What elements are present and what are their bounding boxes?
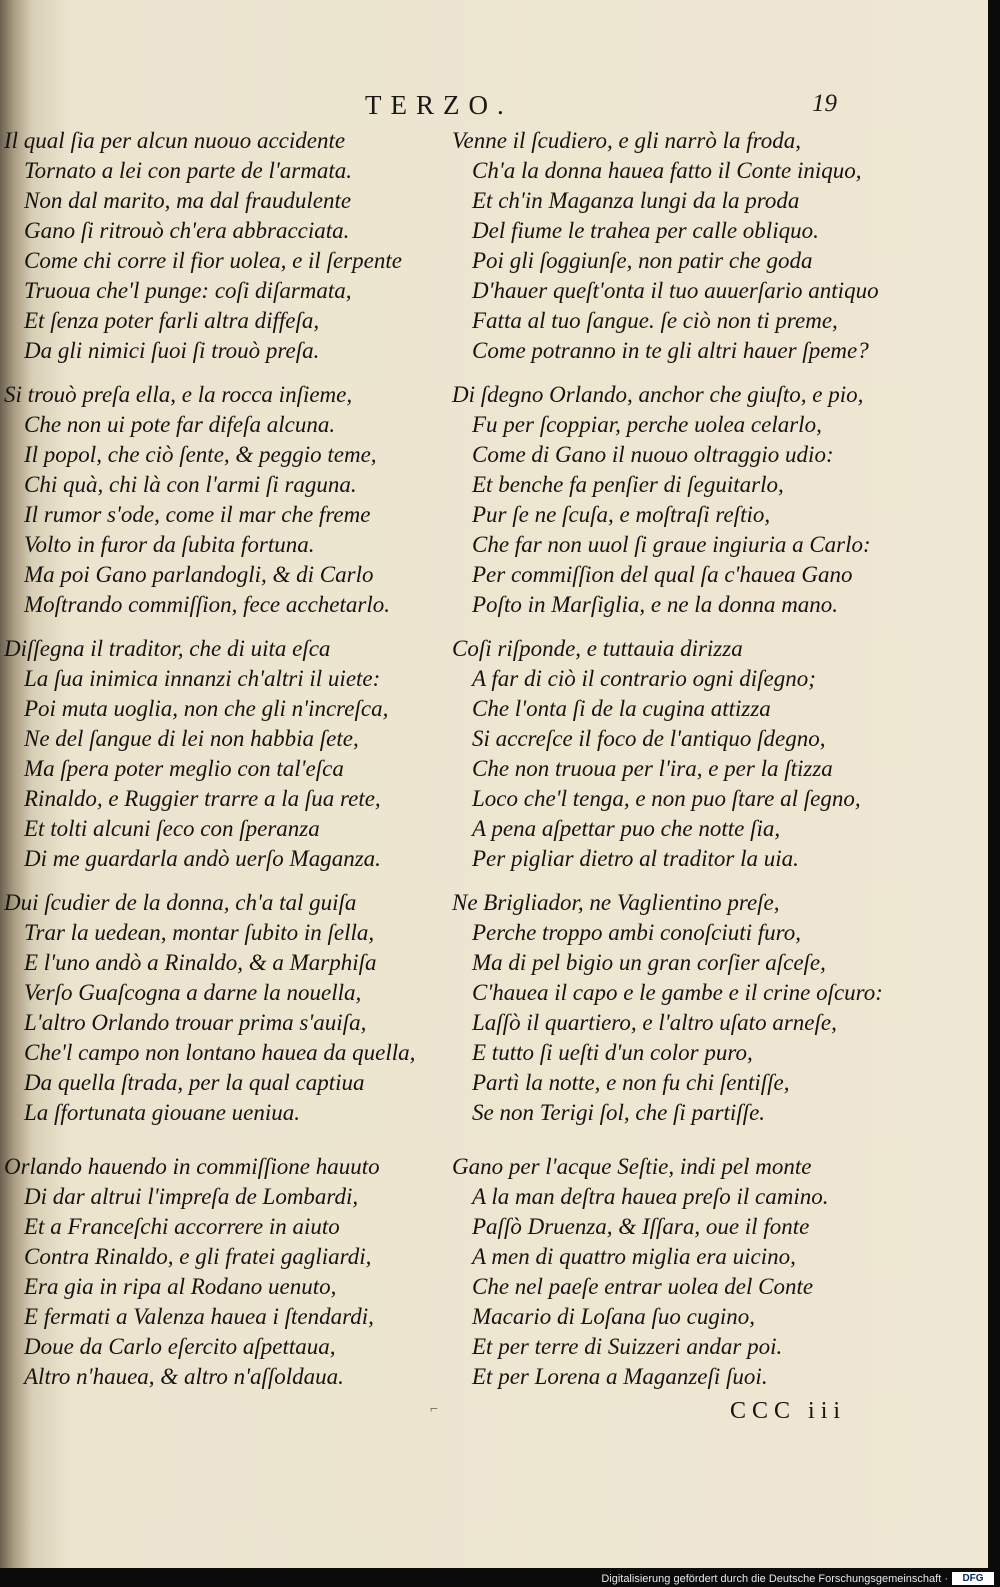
stanza	[452, 634, 861, 874]
verse-line: Dui ſcudier de la donna, ch'a tal guiſa	[4, 890, 357, 915]
digitization-credit: Digitalisierung gefördert durch die Deutsche Forschungsgemeinschaft ·	[601, 1573, 948, 1585]
verse-line: Et tolti alcuni ſeco con ſperanza	[24, 816, 320, 841]
verse-line: Gano per l'acque Seſtie, indi pel monte	[452, 1154, 812, 1179]
verse-line: Che nel paeſe entrar uolea del Conte	[472, 1274, 814, 1299]
verse-line: Partì la notte, e non fu chi ſentiſſe,	[472, 1070, 790, 1095]
verse-line: Per pigliar dietro al traditor la uia.	[472, 846, 799, 871]
verse-line: Orlando hauendo in commiſſione hauuto	[4, 1154, 380, 1179]
stray-mark: ⌐	[430, 1402, 438, 1417]
verse-line: A pena aſpettar puo che notte ſia,	[472, 816, 781, 841]
verse-line: Il rumor s'ode, come il mar che freme	[24, 502, 371, 527]
stanza	[452, 888, 883, 1128]
verse-line: A la man deſtra hauea preſo il camino.	[472, 1184, 829, 1209]
verse-line: Che non truoua per l'ira, e per la ſtizza	[472, 756, 833, 781]
verse-line: Era gia in ripa al Rodano uenuto,	[24, 1274, 337, 1299]
verse-line: Il qual ſia per alcun nuouo accidente	[4, 128, 346, 153]
verse-line: Poſto in Marſiglia, e ne la donna mano.	[472, 592, 839, 617]
verse-line: Si trouò preſa ella, e la rocca inſieme,	[4, 382, 353, 407]
verse-line: La ſua inimica innanzi ch'altri il uiete:	[24, 666, 381, 691]
signature-mark: CCC iii	[730, 1398, 847, 1424]
verse-line: Da gli nimici ſuoi ſi trouò preſa.	[24, 338, 320, 363]
verse-line: D'hauer queſt'onta il tuo auuerſario antiquo	[472, 278, 879, 303]
verse-line: Et ch'in Maganza lungi da la proda	[472, 188, 800, 213]
verse-line: Rinaldo, e Ruggier trarre a la ſua rete,	[24, 786, 381, 811]
verse-line: Paſſò Druenza, & Iſſara, oue il fonte	[472, 1214, 810, 1239]
verse-line: Laſſò il quartiero, e l'altro uſato arneſe,	[472, 1010, 837, 1035]
verse-line: Chi quà, chi là con l'armi ſi raguna.	[24, 472, 357, 497]
verse-line: A men di quattro miglia era uicino,	[472, 1244, 796, 1269]
stanza	[452, 380, 871, 620]
verse-line: La ſfortunata giouane ueniua.	[24, 1100, 300, 1125]
verse-line: Pur ſe ne ſcuſa, e moſtraſi reſtio,	[472, 502, 771, 527]
verse-line: Doue da Carlo eſercito aſpettaua,	[24, 1334, 336, 1359]
stanza	[4, 634, 388, 874]
verse-line: E tutto ſi ueſti d'un color puro,	[472, 1040, 753, 1065]
verse-line: Loco che'l tenga, e non puo ſtare al ſegno,	[472, 786, 861, 811]
verse-line: C'hauea il capo e le gambe e il crine oſcuro:	[472, 980, 883, 1005]
verse-line: E l'uno andò a Rinaldo, & a Marphiſa	[24, 950, 377, 975]
verse-line: Contra Rinaldo, e gli fratei gagliardi,	[24, 1244, 372, 1269]
dfg-logo: DFG	[952, 1572, 994, 1585]
verse-line: Ch'a la donna hauea fatto il Conte iniquo,	[472, 158, 862, 183]
verse-line: Che l'onta ſi de la cugina attizza	[472, 696, 771, 721]
verse-line: Di me guardarla andò uerſo Maganza.	[24, 846, 381, 871]
verse-line: Che non ui pote far difeſa alcuna.	[24, 412, 336, 437]
verse-line: Ma di pel bigio un gran corſier aſceſe,	[472, 950, 826, 975]
verse-line: Et ſenza poter farli altra diffeſa,	[24, 308, 320, 333]
verse-line: Poi muta uoglia, non che gli n'increſca,	[24, 696, 389, 721]
verse-line: Che'l campo non lontano hauea da quella,	[24, 1040, 416, 1065]
stanza	[4, 126, 402, 366]
verse-line: Volto in furor da ſubita fortuna.	[24, 532, 315, 557]
verse-line: Diſſegna il traditor, che di uita eſca	[4, 636, 331, 661]
verse-line: Et benche fa penſier di ſeguitarlo,	[472, 472, 784, 497]
verse-line: Poi gli ſoggiunſe, non patir che goda	[472, 248, 813, 273]
verse-line: Se non Terigi ſol, che ſi partiſſe.	[472, 1100, 766, 1125]
verse-line: Trar la uedean, montar ſubito in ſella,	[24, 920, 375, 945]
verse-line: Altro n'hauea, & altro n'aſſoldaua.	[24, 1364, 344, 1389]
running-title: TERZO.	[365, 90, 513, 120]
verse-line: Che far non uuol ſi graue ingiuria a Carlo:	[472, 532, 871, 557]
verse-line: Ne Brigliador, ne Vaglientino preſe,	[452, 890, 780, 915]
verse-line: Verſo Guaſcogna a darne la nouella,	[24, 980, 362, 1005]
verse-line: A far di ciò il contrario ogni diſegno;	[472, 666, 816, 691]
page-header	[0, 90, 988, 130]
verse-line: Di ſdegno Orlando, anchor che giuſto, e pio,	[452, 382, 864, 407]
verse-line: Et per terre di Suizzeri andar poi.	[472, 1334, 783, 1359]
verse-line: Venne il ſcudiero, e gli narrò la froda,	[452, 128, 802, 153]
verse-line: Come potranno in te gli altri hauer ſpeme?	[472, 338, 869, 363]
verse-line: Moſtrando commiſſion, fece acchetarlo.	[24, 592, 391, 617]
verse-line: Ma ſpera poter meglio con tal'eſca	[24, 756, 344, 781]
verse-line: Et a Franceſchi accorrere in aiuto	[24, 1214, 340, 1239]
stanza	[4, 380, 390, 620]
stanza	[452, 1152, 828, 1392]
verse-line: Et per Lorena a Maganzeſi ſuoi.	[472, 1364, 768, 1389]
verse-line: Come chi corre il fior uolea, e il ſerpente	[24, 248, 402, 273]
verse-line: Da quella ſtrada, per la qual captiua	[24, 1070, 365, 1095]
verse-line: Il popol, che ciò ſente, & peggio teme,	[24, 442, 377, 467]
verse-line: Gano ſi ritrouò ch'era abbracciata.	[24, 218, 350, 243]
verse-line: Ma poi Gano parlandogli, & di Carlo	[24, 562, 374, 587]
verse-line: Del fiume le trahea per calle obliquo.	[472, 218, 819, 243]
stanza	[4, 888, 415, 1128]
verse-line: Coſi riſponde, e tuttauia dirizza	[452, 636, 743, 661]
verse-line: Perche troppo ambi conoſciuti furo,	[472, 920, 801, 945]
verse-line: Truoua che'l punge: coſi diſarmata,	[24, 278, 352, 303]
verse-line: E fermati a Valenza hauea i ſtendardi,	[24, 1304, 374, 1329]
stanza	[452, 126, 879, 366]
verse-line: Macario di Loſana ſuo cugino,	[472, 1304, 756, 1329]
verse-line: Tornato a lei con parte de l'armata.	[24, 158, 352, 183]
verse-line: Per commiſſion del qual ſa c'hauea Gano	[472, 562, 853, 587]
verse-line: Fatta al tuo ſangue. ſe ciò non ti preme,	[472, 308, 838, 333]
verse-line: Si accreſce il foco de l'antiquo ſdegno,	[472, 726, 826, 751]
page-number: 19	[812, 90, 837, 117]
verse-line: Di dar altrui l'impreſa de Lombardi,	[24, 1184, 359, 1209]
verse-line: Ne del ſangue di lei non habbia ſete,	[24, 726, 359, 751]
stanza	[4, 1152, 380, 1392]
verse-line: Non dal marito, ma dal fraudulente	[24, 188, 352, 213]
verse-line: L'altro Orlando trouar prima s'auiſa,	[24, 1010, 367, 1035]
verse-line: Fu per ſcoppiar, perche uolea celarlo,	[472, 412, 822, 437]
verse-line: Come di Gano il nuouo oltraggio udio:	[472, 442, 834, 467]
